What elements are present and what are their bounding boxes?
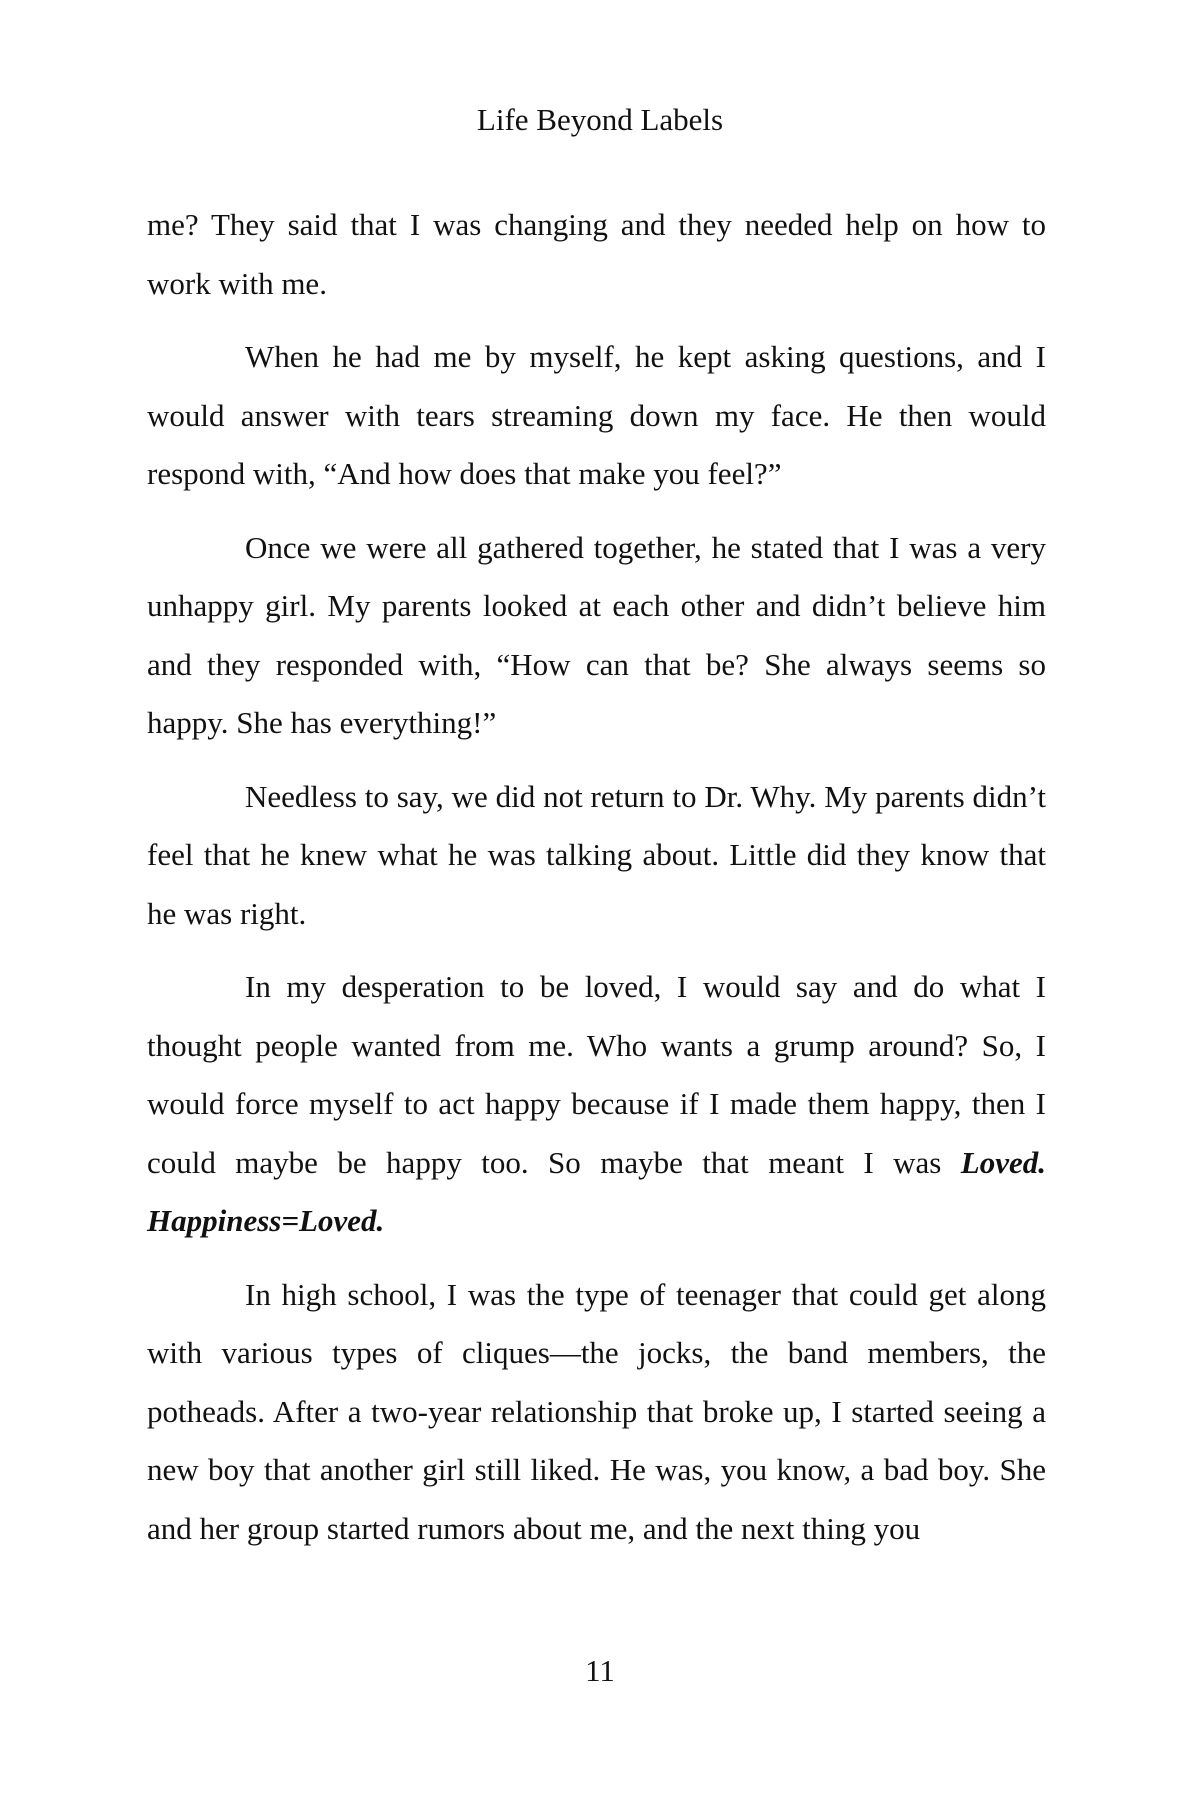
body-text <box>147 196 1046 1573</box>
paragraph-1: me? They said that I was changing and they needed help on how to work with me. <box>147 207 1046 301</box>
page-number: 11 <box>585 1653 615 1688</box>
paragraph-3: Once we were all gathered together, he stated that I was a very unhappy girl. My parents looked at each other and didn’t believe him and they responded with, “How can that be? She always seems so happy. She has everything!” <box>147 529 1046 740</box>
paragraph-6: In high school, I was the type of teenager that could get along with various types of cliques—the jocks, the band members, the potheads. After a two-year relationship that broke up, I started seeing a new boy that another girl still liked. He was, you know, a bad boy. She and her group started rumors about me, and the next thing you <box>147 1276 1046 1546</box>
paragraph-5 <box>147 958 1046 1251</box>
paragraph-5-text: In my desperation to be loved, I would say and do what I thought people wanted from me. Who wants a grump around? So, I would force myself to act happy because if I made them happy, then I could maybe be happy too. So maybe that meant I was <box>147 969 1046 1180</box>
running-head: Life Beyond Labels <box>476 102 724 137</box>
paragraph-4: Needless to say, we did not return to Dr. Why. My parents didn’t feel that he knew what he was talking about. Little did they know that he was right. <box>147 778 1046 931</box>
paragraph-2: When he had me by myself, he kept asking questions, and I would answer with tears streaming down my face. He then would respond with, “And how does that make you feel?” <box>147 339 1046 491</box>
emphasis-loved: Loved. Happiness=Loved. <box>147 1144 1046 1238</box>
